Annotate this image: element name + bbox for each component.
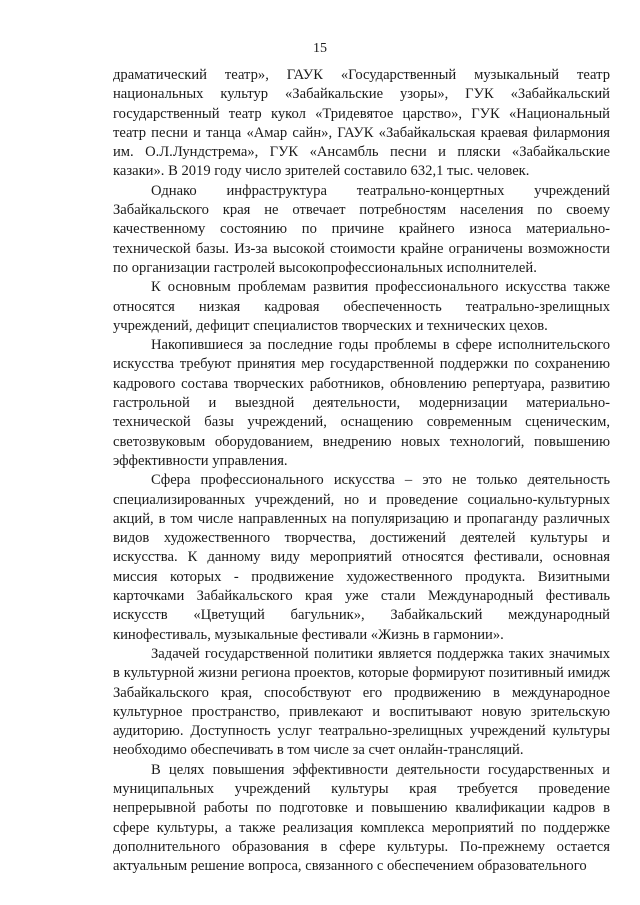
paragraph: Сфера профессионального искусства – это не только деятельность специализированных учреждений, но и проведение социально-культурных акций, в том числе направленных на популяризацию и пропаганду различных видов художественного творчества, достижений деятелей культуры и искусства. К данному виду мероприятий относятся фестивали, основная миссия которых - продвижение художественного продукта. Визитными карточками Забайкальского края уже стали Международный фестиваль искусств «Цветущий багульник», Забайкальский международный кинофестиваль, музыкальные фестивали «Жизнь в гармонии».	[113, 472, 610, 643]
paragraph: В целях повышения эффективности деятельности государственных и муниципальных учреждений культуры края требуется проведение непрерывной работы по подготовке и повышению квалификации кадров в сфере культуры, а также реализация комплекса мероприятий по поддержке дополнительного образования в сфере культуры. По-прежнему остается актуальным решение вопроса, связанного с обеспечением образовательного	[113, 761, 610, 875]
paragraph-continued: драматический театр», ГАУК «Государственный музыкальный театр национальных культур «Забайкальские узоры», ГУК «Забайкальский государственный театр кукол «Тридевятое царство», ГУК «Национальный театр песни и танца «Амар сайн», ГАУК «Забайкальская краевая филармония им. О.Л.Лундстрема», ГУК «Ансамбль песни и пляски «Забайкальские казаки». В 2019 году число зрителей составило 632,1 тыс. человек.	[113, 67, 610, 180]
paragraph: Задачей государственной политики является поддержка таких значимых в культурной жизни региона проектов, которые формируют позитивный имидж Забайкальского края, способствуют его продвижению в международное культурное пространство, привлекают и воспитывают новую зрительскую аудиторию. Доступность услуг театрально-зрелищных учреждений культуры необходимо обеспечивать в том числе за счет онлайн-трансляций.	[113, 645, 610, 759]
paragraph: Однако инфраструктура театрально-концертных учреждений Забайкальского края не отвечает потребностям населения по своему качественному состоянию по причине крайнего износа материально-технической базы. Из-за высокой стоимости крайне ограничены возможности по организации гастролей высокопрофессиональных исполнителей.	[113, 182, 610, 276]
paragraph: К основным проблемам развития профессионального искусства также относятся низкая кадровая обеспеченность театрально-зрелищных учреждений, дефицит специалистов творческих и технических цехов.	[113, 279, 610, 334]
document-body	[113, 66, 610, 876]
paragraph: Накопившиеся за последние годы проблемы в сфере исполнительского искусства требуют принятия мер государственной поддержки по сохранению кадрового состава творческих работников, обновлению репертуара, развитию гастрольной и выездной деятельности, модернизации материально-технической базы учреждений, оснащению современным сценическим, светозвуковым оборудованием, внедрению новых технологий, повышению эффективности управления.	[113, 337, 610, 469]
page-number: 15	[313, 41, 327, 56]
